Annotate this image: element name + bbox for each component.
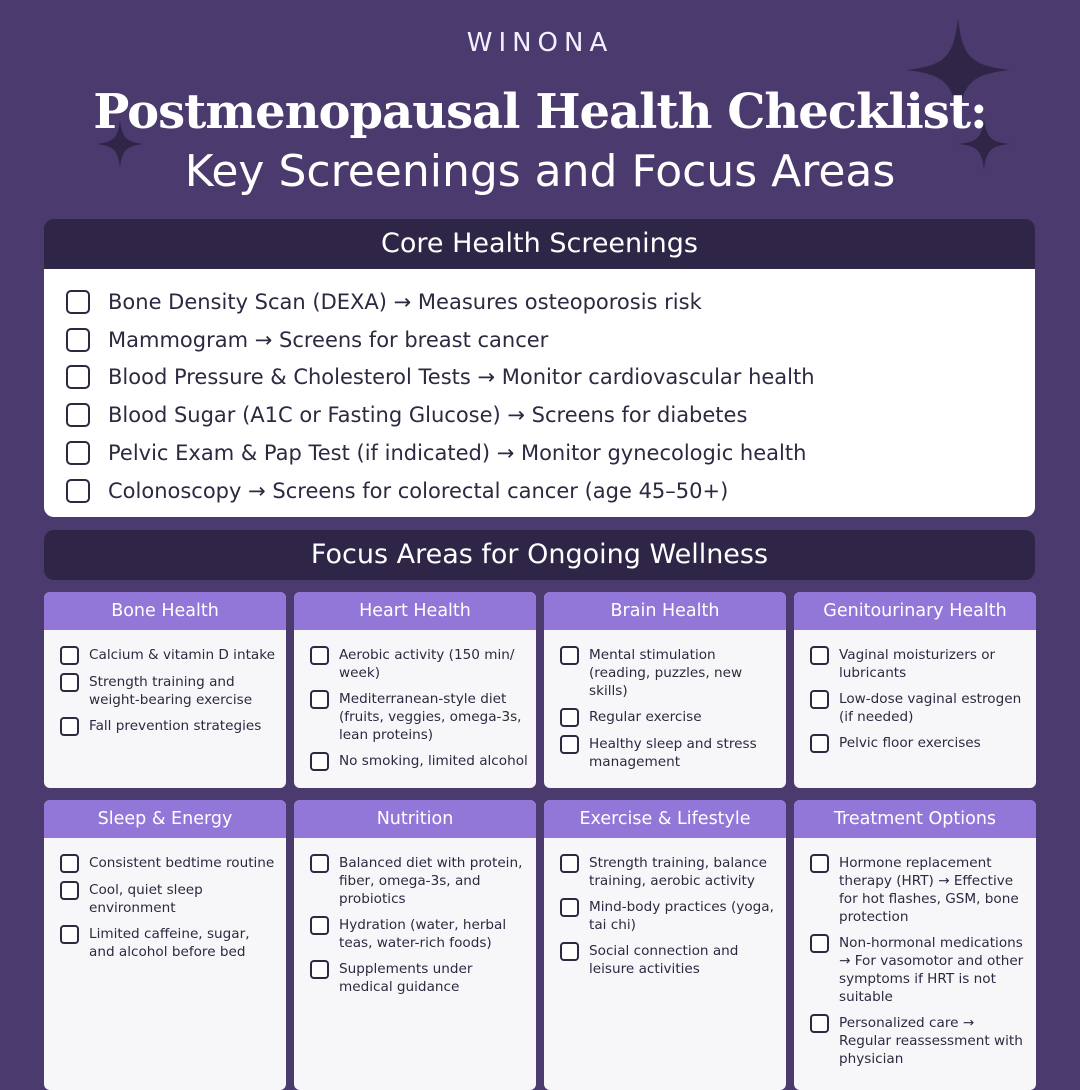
focus-card-list bbox=[294, 630, 536, 771]
brand-logo: WINONA bbox=[466, 28, 614, 58]
focus-card-sleep-energy bbox=[44, 800, 286, 1090]
focus-item-label: Mental stimulation (reading, puzzles, new skills) bbox=[589, 647, 743, 699]
focus-item-label: Personalized care → Regular reassessment with physician bbox=[839, 1015, 1023, 1067]
checkbox-icon[interactable] bbox=[60, 854, 79, 873]
focus-card-exercise-lifestyle bbox=[544, 800, 786, 1090]
core-screening-label: Colonoscopy → Screens for colorectal cancer (age 45–50+) bbox=[108, 478, 729, 503]
focus-item-label: Healthy sleep and stress management bbox=[589, 736, 757, 770]
core-screening-item bbox=[66, 321, 1035, 359]
focus-card-heart-health bbox=[294, 592, 536, 788]
focus-item-label: Limited caffeine, sugar, and alcohol before bed bbox=[89, 926, 250, 960]
checkbox-icon[interactable] bbox=[60, 673, 79, 692]
focus-card-item bbox=[310, 752, 528, 771]
checkbox-icon[interactable] bbox=[560, 942, 579, 961]
focus-item-label: Balanced diet with protein, fiber, omega-3s, and probiotics bbox=[339, 855, 523, 907]
focus-item-label: Calcium & vitamin D intake bbox=[89, 647, 275, 663]
focus-item-label: Fall prevention strategies bbox=[89, 718, 262, 734]
focus-item-label: Vaginal moisturizers or lubricants bbox=[839, 647, 996, 681]
focus-card-list bbox=[794, 838, 1036, 1068]
focus-item-label: Strength training, balance training, aerobic activity bbox=[589, 855, 767, 889]
focus-card-title: Bone Health bbox=[44, 592, 286, 630]
focus-item-label: Low-dose vaginal estrogen (if needed) bbox=[839, 691, 1022, 725]
focus-card-list bbox=[294, 838, 536, 996]
focus-card-item bbox=[560, 708, 778, 727]
focus-item-label: Non-hormonal medications → For vasomotor and other symptoms if HRT is not suitable bbox=[839, 935, 1024, 1005]
checkbox-icon[interactable] bbox=[810, 646, 829, 665]
checkbox-icon[interactable] bbox=[66, 479, 90, 503]
core-screening-item bbox=[66, 472, 1035, 510]
focus-card-item bbox=[60, 925, 278, 961]
focus-item-label: Regular exercise bbox=[589, 709, 702, 725]
checkbox-icon[interactable] bbox=[810, 1014, 829, 1033]
focus-card-list bbox=[544, 838, 786, 978]
focus-card-title: Heart Health bbox=[294, 592, 536, 630]
focus-card-list bbox=[794, 630, 1036, 753]
core-screenings-card bbox=[44, 269, 1035, 517]
focus-card-brain-health bbox=[544, 592, 786, 788]
focus-card-item bbox=[560, 942, 778, 978]
checkbox-icon[interactable] bbox=[66, 441, 90, 465]
focus-card-nutrition bbox=[294, 800, 536, 1090]
focus-item-label: Strength training and weight-bearing exercise bbox=[89, 674, 253, 708]
checkbox-icon[interactable] bbox=[310, 646, 329, 665]
focus-card-item bbox=[810, 854, 1028, 926]
checkbox-icon[interactable] bbox=[66, 290, 90, 314]
focus-card-treatment-options bbox=[794, 800, 1036, 1090]
core-screening-label: Pelvic Exam & Pap Test (if indicated) → Monitor gynecologic health bbox=[108, 441, 807, 466]
focus-item-label: Social connection and leisure activities bbox=[589, 943, 739, 977]
focus-card-item bbox=[310, 854, 528, 908]
checkbox-icon[interactable] bbox=[560, 898, 579, 917]
focus-card-item bbox=[810, 646, 1028, 682]
checkbox-icon[interactable] bbox=[60, 881, 79, 900]
checkbox-icon[interactable] bbox=[310, 854, 329, 873]
focus-card-bone-health bbox=[44, 592, 286, 788]
focus-card-title: Exercise & Lifestyle bbox=[544, 800, 786, 838]
focus-card-item bbox=[560, 854, 778, 890]
focus-card-title: Genitourinary Health bbox=[794, 592, 1036, 630]
checkbox-icon[interactable] bbox=[810, 690, 829, 709]
checkbox-icon[interactable] bbox=[810, 854, 829, 873]
checkbox-icon[interactable] bbox=[60, 646, 79, 665]
focus-card-item bbox=[560, 898, 778, 934]
focus-card-item bbox=[310, 960, 528, 996]
focus-card-item bbox=[310, 916, 528, 952]
checkbox-icon[interactable] bbox=[310, 960, 329, 979]
focus-card-genitourinary-health bbox=[794, 592, 1036, 788]
focus-card-item bbox=[60, 717, 278, 736]
focus-card-title: Brain Health bbox=[544, 592, 786, 630]
focus-card-item bbox=[60, 854, 278, 873]
core-screening-label: Blood Pressure & Cholesterol Tests → Monitor cardiovascular health bbox=[108, 365, 815, 390]
checkbox-icon[interactable] bbox=[310, 752, 329, 771]
core-screenings-heading: Core Health Screenings bbox=[44, 219, 1035, 269]
focus-areas-heading: Focus Areas for Ongoing Wellness bbox=[44, 530, 1035, 580]
focus-item-label: Hormone replacement therapy (HRT) → Effective for hot flashes, GSM, bone protection bbox=[839, 855, 1019, 925]
focus-card-item bbox=[60, 646, 278, 665]
checkbox-icon[interactable] bbox=[66, 365, 90, 389]
focus-item-label: Mind-body practices (yoga, tai chi) bbox=[589, 899, 774, 933]
focus-card-title: Treatment Options bbox=[794, 800, 1036, 838]
core-screenings-list bbox=[44, 269, 1035, 510]
focus-item-label: Supplements under medical guidance bbox=[339, 961, 473, 995]
checkbox-icon[interactable] bbox=[560, 646, 579, 665]
checkbox-icon[interactable] bbox=[560, 735, 579, 754]
focus-card-item bbox=[60, 881, 278, 917]
core-screening-label: Mammogram → Screens for breast cancer bbox=[108, 327, 549, 352]
focus-item-label: Cool, quiet sleep environment bbox=[89, 882, 203, 916]
focus-card-item bbox=[560, 735, 778, 771]
checkbox-icon[interactable] bbox=[60, 925, 79, 944]
core-screening-item bbox=[66, 283, 1035, 321]
focus-card-item bbox=[810, 690, 1028, 726]
checkbox-icon[interactable] bbox=[310, 916, 329, 935]
checkbox-icon[interactable] bbox=[66, 403, 90, 427]
core-screening-label: Blood Sugar (A1C or Fasting Glucose) → Screens for diabetes bbox=[108, 403, 748, 428]
checkbox-icon[interactable] bbox=[560, 854, 579, 873]
focus-card-item bbox=[310, 646, 528, 682]
checkbox-icon[interactable] bbox=[810, 934, 829, 953]
checkbox-icon[interactable] bbox=[560, 708, 579, 727]
focus-card-list bbox=[44, 838, 286, 961]
focus-item-label: Consistent bedtime routine bbox=[89, 855, 275, 871]
focus-item-label: Mediterranean-style diet (fruits, veggies, omega-3s, lean proteins) bbox=[339, 691, 522, 743]
focus-card-item bbox=[810, 1014, 1028, 1068]
core-screening-item bbox=[66, 396, 1035, 434]
core-screening-item bbox=[66, 434, 1035, 472]
page-title bbox=[0, 82, 1080, 202]
focus-card-item bbox=[810, 934, 1028, 1006]
title-line-1: Postmenopausal Health Checklist: bbox=[93, 84, 987, 140]
core-screening-item bbox=[66, 359, 1035, 397]
focus-card-item bbox=[60, 673, 278, 709]
checkbox-icon[interactable] bbox=[60, 717, 79, 736]
focus-card-list bbox=[44, 630, 286, 736]
focus-card-title: Nutrition bbox=[294, 800, 536, 838]
focus-card-item bbox=[810, 734, 1028, 753]
focus-card-item bbox=[560, 646, 778, 700]
focus-item-label: Pelvic floor exercises bbox=[839, 735, 981, 751]
checkbox-icon[interactable] bbox=[310, 690, 329, 709]
focus-item-label: Hydration (water, herbal teas, water-rich foods) bbox=[339, 917, 507, 951]
title-line-2: Key Screenings and Focus Areas bbox=[184, 146, 896, 197]
core-screening-label: Bone Density Scan (DEXA) → Measures osteoporosis risk bbox=[108, 289, 702, 314]
focus-card-title: Sleep & Energy bbox=[44, 800, 286, 838]
checkbox-icon[interactable] bbox=[810, 734, 829, 753]
focus-card-item bbox=[310, 690, 528, 744]
focus-item-label: Aerobic activity (150 min/ week) bbox=[339, 647, 515, 681]
focus-card-list bbox=[544, 630, 786, 771]
focus-item-label: No smoking, limited alcohol bbox=[339, 753, 528, 769]
checkbox-icon[interactable] bbox=[66, 328, 90, 352]
